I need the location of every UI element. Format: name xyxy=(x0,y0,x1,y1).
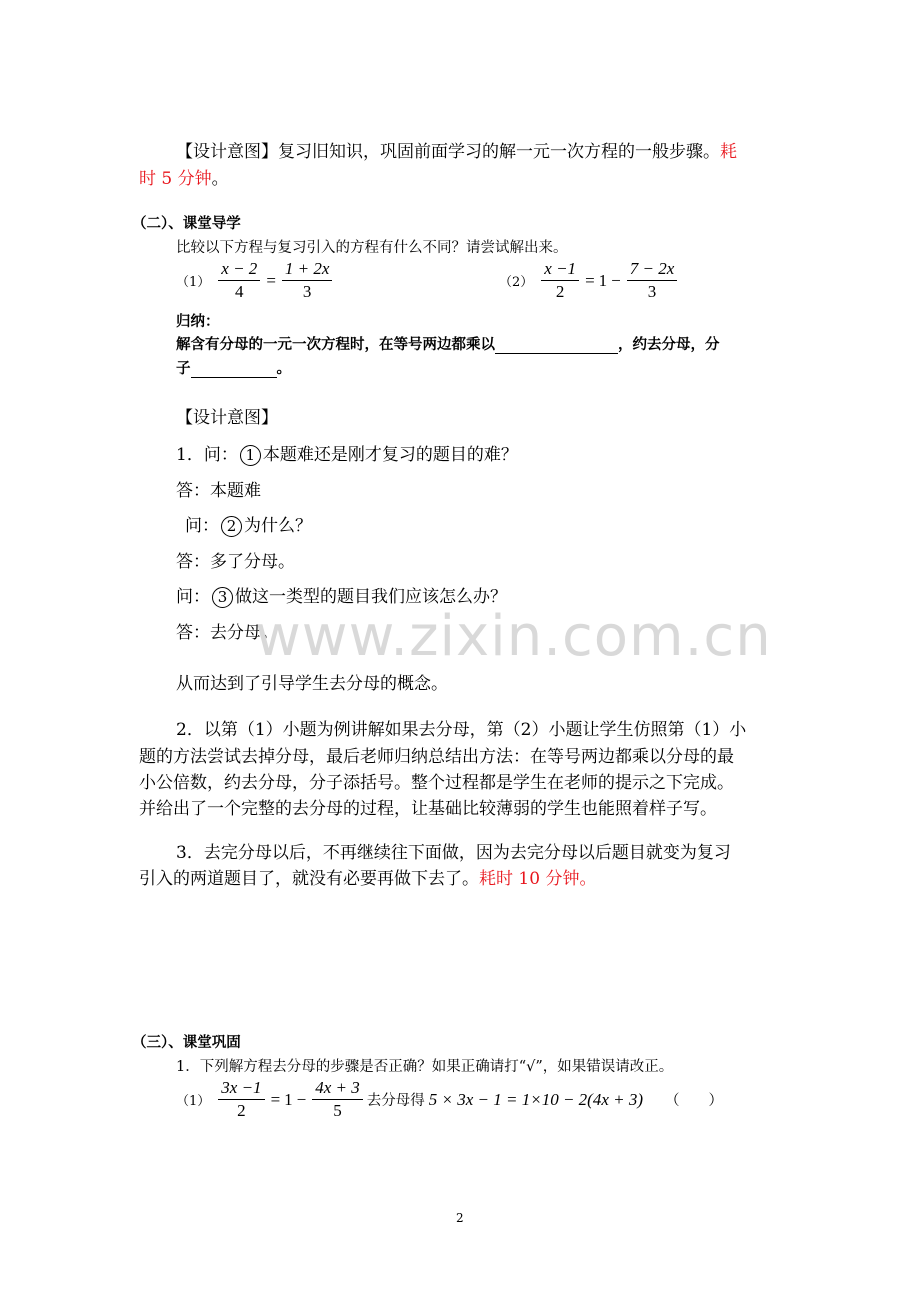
denominator: 2 xyxy=(237,1101,246,1120)
constant: 1 xyxy=(598,270,608,290)
result-equation: 5 × 3x − 1 = 1×10 − 2(4x + 3) xyxy=(428,1089,644,1109)
answer-3: 答：去分母。 xyxy=(176,623,278,643)
answer-1: 答：本题难 xyxy=(176,481,261,501)
paragraph-3-line-2 xyxy=(139,864,596,889)
question-2 xyxy=(185,511,312,537)
design-intent-text: 【设计意图】复习旧知识，巩固前面学习的解一元一次方程的一般步骤。 xyxy=(176,142,720,162)
equals-sign: = xyxy=(266,270,276,290)
fraction xyxy=(541,259,579,302)
fill-blank-1[interactable] xyxy=(495,336,618,354)
equation-label: （2） xyxy=(499,275,534,290)
denominator: 2 xyxy=(555,282,565,301)
time-note-line xyxy=(139,164,229,189)
exercise-equation-1 xyxy=(176,1078,723,1121)
circled-number: 2 xyxy=(221,516,242,537)
minus-sign: − xyxy=(611,270,621,290)
summary-text: 子 xyxy=(176,360,191,377)
numerator: 1 + 2x xyxy=(282,259,333,281)
answer-2: 答：多了分母。 xyxy=(176,552,295,572)
summary-line-1 xyxy=(176,333,720,354)
fraction xyxy=(282,259,333,302)
equation-label: （1） xyxy=(176,275,211,290)
denominator: 3 xyxy=(302,282,312,301)
numerator: 7 − 2x xyxy=(627,259,678,281)
summary-title: 归纳： xyxy=(176,313,220,330)
question-text: 为什么？ xyxy=(244,516,312,536)
minus-sign: − xyxy=(296,1089,307,1109)
page-number: 2 xyxy=(456,1211,464,1225)
denominator: 3 xyxy=(647,282,657,301)
watermark: www.zixin.com.cn xyxy=(255,604,772,669)
circled-number: 1 xyxy=(240,445,261,466)
equation-2 xyxy=(499,259,679,302)
denominator: 5 xyxy=(333,1101,342,1120)
time-note: 耗时 10 分钟。 xyxy=(479,869,597,889)
design-intent-review xyxy=(176,137,737,162)
fraction xyxy=(312,1078,363,1121)
question-prefix: 问： xyxy=(185,516,219,536)
paragraph-2-line-2: 题的方法尝试去掉分母，最后老师归纳总结出方法：在等号两边都乘以分母的最 xyxy=(139,747,734,767)
instruction-text: 比较以下方程与复习引入的方程有什么不同？请尝试解出来。 xyxy=(176,240,568,256)
fraction xyxy=(218,259,260,302)
answer-parentheses[interactable]: （ ） xyxy=(665,1093,724,1109)
constant: 1 xyxy=(284,1089,293,1109)
question-1 xyxy=(176,440,518,466)
numerator: x −1 xyxy=(541,259,579,281)
summary-text: ，约去分母，分 xyxy=(618,336,720,353)
summary-text: 解含有分母的一元一次方程时，在等号两边都乘以 xyxy=(176,336,495,353)
equals-sign: = xyxy=(585,270,595,290)
equation-1 xyxy=(176,259,334,302)
question-text: 本题难还是刚才复习的题目的难？ xyxy=(262,445,518,465)
circled-number: 3 xyxy=(212,587,233,608)
paragraph-2-line-1: 2．以第（1）小题为例讲解如果去分母，第（2）小题让学生仿照第（1）小 xyxy=(176,720,747,740)
conclusion-text: 从而达到了引导学生去分母的概念。 xyxy=(176,674,448,694)
summary-text: 。 xyxy=(276,360,291,377)
numerator: 3x −1 xyxy=(218,1078,264,1100)
section-title-consolidation: （三）、课堂巩固 xyxy=(132,1034,241,1051)
equals-sign: = xyxy=(270,1089,281,1109)
question-prefix: 问： xyxy=(176,587,210,607)
step-text: 去分母得 xyxy=(366,1093,425,1109)
equation-label: （1） xyxy=(176,1094,211,1109)
fraction xyxy=(627,259,678,302)
paragraph-2-line-3: 小公倍数，约去分母，分子添括号。整个过程都是学生在老师的提示之下完成。 xyxy=(139,773,734,793)
paragraph-text: 引入的两道题目了，就没有必要再做下去了。 xyxy=(139,869,479,889)
time-note-part: 耗 xyxy=(720,142,737,162)
section-title-guided-learning: （二）、课堂导学 xyxy=(132,215,241,232)
design-intent-title: 【设计意图】 xyxy=(176,408,278,428)
fraction xyxy=(218,1078,264,1121)
question-text: 做这一类型的题目我们应该怎么办？ xyxy=(235,587,507,607)
fill-blank-2[interactable] xyxy=(191,360,277,378)
paragraph-2-line-4: 并给出了一个完整的去分母的过程，让基础比较薄弱的学生也能照着样子写。 xyxy=(139,799,717,819)
time-note: 时 5 分钟 xyxy=(139,169,212,189)
numerator: x − 2 xyxy=(218,259,260,281)
question-prefix: 1．问： xyxy=(176,445,238,465)
paragraph-3-line-1: 3．去完分母以后，不再继续往下面做，因为去完分母以后题目就变为复习 xyxy=(176,843,731,863)
period: 。 xyxy=(211,169,229,189)
exercise-instruction: 1．下列解方程去分母的步骤是否正确？如果正确请打“√”，如果错误请改正。 xyxy=(176,1059,674,1075)
numerator: 4x + 3 xyxy=(312,1078,363,1100)
denominator: 4 xyxy=(235,282,244,301)
summary-line-2 xyxy=(176,357,291,378)
